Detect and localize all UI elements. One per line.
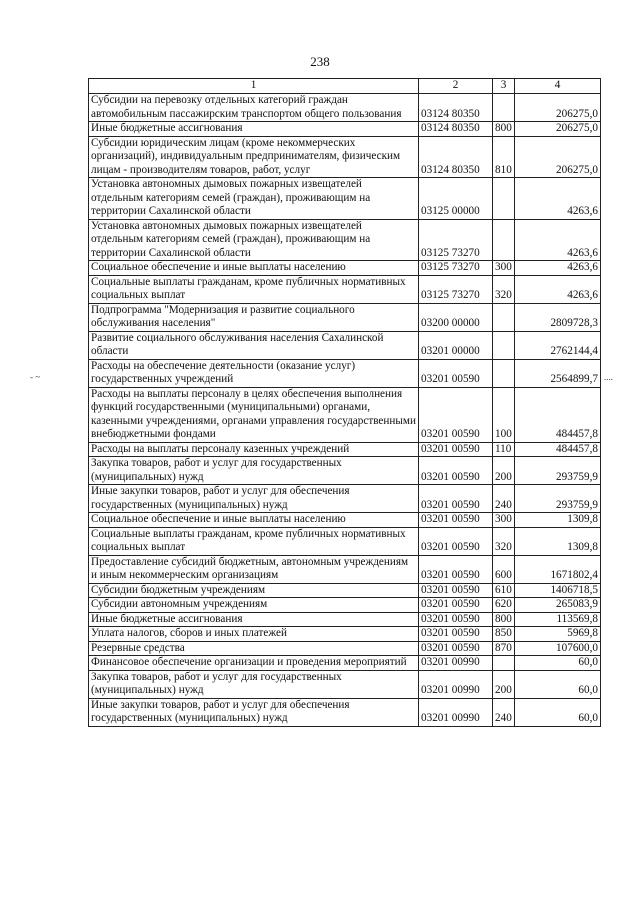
table-row bbox=[89, 583, 601, 598]
row-name: Закупка товаров, работ и услуг для государственных (муниципальных) нужд bbox=[89, 670, 419, 698]
row-code: 03125 73270 bbox=[419, 275, 493, 303]
row-code: 03201 00990 bbox=[419, 698, 493, 726]
row-amount: 293759,9 bbox=[515, 485, 601, 513]
row-name: Расходы на обеспечение деятельности (оказание услуг) государственных учреждений bbox=[89, 359, 419, 387]
row-code: 03201 00590 bbox=[419, 359, 493, 387]
row-code: 03201 00590 bbox=[419, 641, 493, 656]
row-expense-type: 240 bbox=[493, 485, 515, 513]
row-code: 03124 80350 bbox=[419, 122, 493, 137]
row-name: Социальные выплаты гражданам, кроме публичных нормативных социальных выплат bbox=[89, 275, 419, 303]
table-row bbox=[89, 598, 601, 613]
row-expense-type bbox=[493, 359, 515, 387]
table-row bbox=[89, 513, 601, 528]
row-amount: 60,0 bbox=[515, 698, 601, 726]
row-expense-type bbox=[493, 94, 515, 122]
row-code: 03201 00590 bbox=[419, 583, 493, 598]
row-name: Социальное обеспечение и иные выплаты населению bbox=[89, 513, 419, 528]
table-header-row bbox=[89, 79, 601, 94]
row-amount: 5969,8 bbox=[515, 627, 601, 642]
table-row bbox=[89, 612, 601, 627]
table-row bbox=[89, 136, 601, 178]
header-cell-2: 2 bbox=[419, 79, 493, 94]
row-name: Иные бюджетные ассигнования bbox=[89, 612, 419, 627]
row-expense-type: 320 bbox=[493, 527, 515, 555]
row-name: Субсидии автономным учреждениям bbox=[89, 598, 419, 613]
row-name: Резервные средства bbox=[89, 641, 419, 656]
table-row bbox=[89, 178, 601, 220]
row-name: Установка автономных дымовых пожарных извещателей отдельным категориям семей (граждан), проживающим на территории Сахалинской области bbox=[89, 178, 419, 220]
header-cell-4: 4 bbox=[515, 79, 601, 94]
row-name: Иные бюджетные ассигнования bbox=[89, 122, 419, 137]
row-code: 03201 00590 bbox=[419, 485, 493, 513]
row-code: 03201 00590 bbox=[419, 442, 493, 457]
row-code: 03124 80350 bbox=[419, 136, 493, 178]
table-row bbox=[89, 485, 601, 513]
row-expense-type bbox=[493, 219, 515, 261]
row-code: 03201 00000 bbox=[419, 331, 493, 359]
row-amount: 484457,8 bbox=[515, 387, 601, 442]
budget-table bbox=[88, 78, 601, 727]
row-amount: 107600,0 bbox=[515, 641, 601, 656]
row-expense-type: 300 bbox=[493, 261, 515, 276]
row-name: Уплата налогов, сборов и иных платежей bbox=[89, 627, 419, 642]
row-code: 03201 00990 bbox=[419, 656, 493, 671]
row-amount: 2762144,4 bbox=[515, 331, 601, 359]
row-expense-type bbox=[493, 303, 515, 331]
row-amount: 1671802,4 bbox=[515, 555, 601, 583]
row-expense-type: 110 bbox=[493, 442, 515, 457]
row-name: Установка автономных дымовых пожарных извещателей отдельным категориям семей (граждан), проживающим на территории Сахалинской области bbox=[89, 219, 419, 261]
row-amount: 4263,6 bbox=[515, 219, 601, 261]
row-expense-type bbox=[493, 331, 515, 359]
row-code: 03201 00590 bbox=[419, 598, 493, 613]
row-code: 03201 00590 bbox=[419, 513, 493, 528]
table-row bbox=[89, 555, 601, 583]
row-name: Предоставление субсидий бюджетным, автономным учреждениям и иным некоммерческим организациям bbox=[89, 555, 419, 583]
row-amount: 206275,0 bbox=[515, 94, 601, 122]
table-row bbox=[89, 698, 601, 726]
row-amount: 4263,6 bbox=[515, 261, 601, 276]
row-name: Подпрограмма "Модернизация и развитие социального обслуживания населения" bbox=[89, 303, 419, 331]
row-code: 03201 00590 bbox=[419, 527, 493, 555]
table-row bbox=[89, 387, 601, 442]
row-code: 03124 80350 bbox=[419, 94, 493, 122]
row-amount: 2564899,7 bbox=[515, 359, 601, 387]
row-amount: 206275,0 bbox=[515, 122, 601, 137]
row-code: 03201 00990 bbox=[419, 670, 493, 698]
scan-mark-right: .... bbox=[604, 372, 613, 382]
row-amount: 484457,8 bbox=[515, 442, 601, 457]
row-name: Расходы на выплаты персоналу в целях обеспечения выполнения функций государственными (муниципальными) органами, казенными учреждениями, органами управления государственными внебюджетными фондами bbox=[89, 387, 419, 442]
row-code: 03125 73270 bbox=[419, 261, 493, 276]
row-amount: 1309,8 bbox=[515, 527, 601, 555]
row-expense-type bbox=[493, 656, 515, 671]
row-expense-type: 240 bbox=[493, 698, 515, 726]
table-row bbox=[89, 457, 601, 485]
row-expense-type: 870 bbox=[493, 641, 515, 656]
row-name: Иные закупки товаров, работ и услуг для обеспечения государственных (муниципальных) нужд bbox=[89, 485, 419, 513]
row-expense-type: 800 bbox=[493, 122, 515, 137]
row-amount: 2809728,3 bbox=[515, 303, 601, 331]
header-cell-1: 1 bbox=[89, 79, 419, 94]
page-number: 238 bbox=[310, 54, 330, 69]
row-amount: 4263,6 bbox=[515, 275, 601, 303]
row-expense-type: 850 bbox=[493, 627, 515, 642]
table-row bbox=[89, 442, 601, 457]
row-expense-type: 610 bbox=[493, 583, 515, 598]
table-row bbox=[89, 527, 601, 555]
table-row bbox=[89, 261, 601, 276]
table-row bbox=[89, 641, 601, 656]
scan-mark-left: - ~ bbox=[30, 372, 41, 382]
row-name: Субсидии на перевозку отдельных категорий граждан автомобильным пассажирским транспортом общего пользования bbox=[89, 94, 419, 122]
header-cell-3: 3 bbox=[493, 79, 515, 94]
row-amount: 4263,6 bbox=[515, 178, 601, 220]
table-row bbox=[89, 627, 601, 642]
row-expense-type: 100 bbox=[493, 387, 515, 442]
table-row bbox=[89, 331, 601, 359]
row-expense-type: 200 bbox=[493, 670, 515, 698]
row-name: Иные закупки товаров, работ и услуг для обеспечения государственных (муниципальных) нужд bbox=[89, 698, 419, 726]
table-row bbox=[89, 670, 601, 698]
row-code: 03125 73270 bbox=[419, 219, 493, 261]
row-amount: 60,0 bbox=[515, 656, 601, 671]
row-name: Социальные выплаты гражданам, кроме публичных нормативных социальных выплат bbox=[89, 527, 419, 555]
row-expense-type: 620 bbox=[493, 598, 515, 613]
row-expense-type: 200 bbox=[493, 457, 515, 485]
row-code: 03201 00590 bbox=[419, 627, 493, 642]
row-amount: 60,0 bbox=[515, 670, 601, 698]
table-row bbox=[89, 219, 601, 261]
row-expense-type: 320 bbox=[493, 275, 515, 303]
row-name: Социальное обеспечение и иные выплаты населению bbox=[89, 261, 419, 276]
row-name: Развитие социального обслуживания населения Сахалинской области bbox=[89, 331, 419, 359]
row-expense-type: 600 bbox=[493, 555, 515, 583]
row-name: Финансовое обеспечение организации и проведения мероприятий bbox=[89, 656, 419, 671]
row-amount: 265083,9 bbox=[515, 598, 601, 613]
row-amount: 293759,9 bbox=[515, 457, 601, 485]
row-name: Закупка товаров, работ и услуг для государственных (муниципальных) нужд bbox=[89, 457, 419, 485]
row-expense-type bbox=[493, 178, 515, 220]
row-name: Расходы на выплаты персоналу казенных учреждений bbox=[89, 442, 419, 457]
table-row bbox=[89, 359, 601, 387]
row-name: Субсидии бюджетным учреждениям bbox=[89, 583, 419, 598]
table-row bbox=[89, 122, 601, 137]
row-code: 03201 00590 bbox=[419, 555, 493, 583]
row-code: 03201 00590 bbox=[419, 387, 493, 442]
row-amount: 1309,8 bbox=[515, 513, 601, 528]
row-expense-type: 800 bbox=[493, 612, 515, 627]
row-code: 03125 00000 bbox=[419, 178, 493, 220]
table-row bbox=[89, 275, 601, 303]
table-row bbox=[89, 94, 601, 122]
row-expense-type: 300 bbox=[493, 513, 515, 528]
row-amount: 1406718,5 bbox=[515, 583, 601, 598]
row-code: 03201 00590 bbox=[419, 612, 493, 627]
row-amount: 206275,0 bbox=[515, 136, 601, 178]
row-code: 03201 00590 bbox=[419, 457, 493, 485]
row-code: 03200 00000 bbox=[419, 303, 493, 331]
table-row bbox=[89, 656, 601, 671]
table-row bbox=[89, 303, 601, 331]
row-name: Субсидии юридическим лицам (кроме некоммерческих организаций), индивидуальным предпринимателям, физическим лицам - производителям товаров, работ, услуг bbox=[89, 136, 419, 178]
row-amount: 113569,8 bbox=[515, 612, 601, 627]
row-expense-type: 810 bbox=[493, 136, 515, 178]
